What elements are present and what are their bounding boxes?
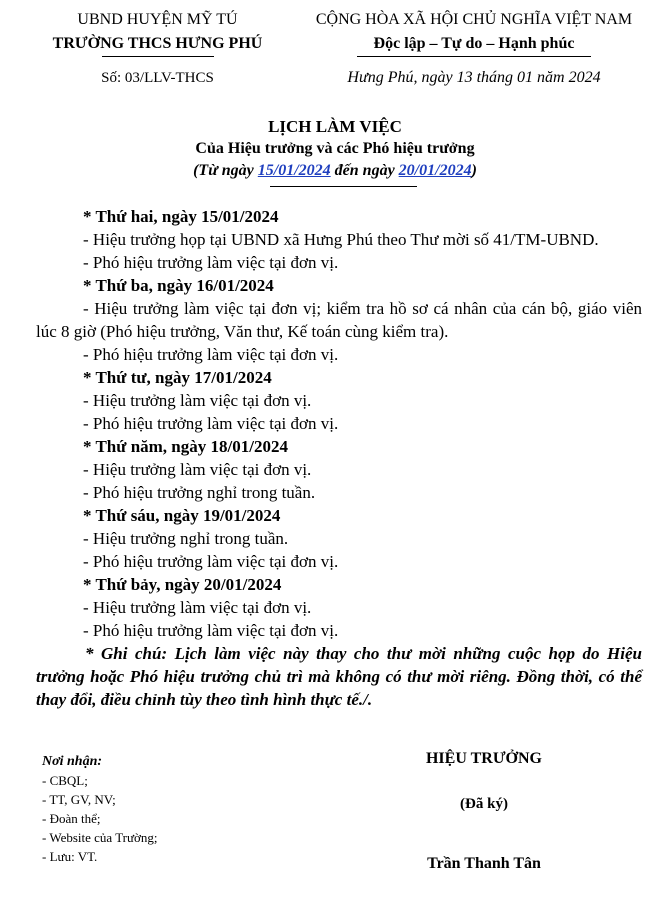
range-suffix: )	[471, 162, 477, 179]
issuer-school: TRƯỜNG THCS HƯNG PHÚ	[52, 35, 263, 52]
schedule-note: * Ghi chú: Lịch làm việc này thay cho thư mời những cuộc họp do Hiệu trưởng hoặc Phó hiệu trưởng chủ trì mà không có thư mời riêng. Đồng thời, có thể thay đổi, điều chỉnh tùy theo tình hình thực tế./.	[36, 644, 642, 709]
schedule-item: - Hiệu trưởng làm việc tại đơn vị.	[83, 391, 312, 410]
recipient-item: - Website của Trường;	[42, 830, 158, 845]
issuer-authority: UBND HUYỆN MỸ TÚ	[77, 11, 238, 28]
schedule-item: - Phó hiệu trưởng làm việc tại đơn vị.	[83, 345, 339, 364]
schedule-item: - Phó hiệu trưởng làm việc tại đơn vị.	[83, 621, 339, 640]
title-subtitle: Của Hiệu trưởng và các Phó hiệu trưởng	[195, 140, 475, 157]
recipient-item: - TT, GV, NV;	[42, 792, 116, 807]
recipient-item: - Lưu: VT.	[42, 849, 98, 864]
schedule-item: - Phó hiệu trưởng nghỉ trong tuần.	[83, 483, 316, 502]
recipients-heading: Nơi nhận:	[42, 754, 103, 769]
schedule-item: - Hiệu trưởng làm việc tại đơn vị.	[83, 598, 312, 617]
document-number: Số: 03/LLV-THCS	[101, 70, 214, 86]
schedule-item: - Phó hiệu trưởng làm việc tại đơn vị.	[83, 552, 339, 571]
signature-block	[384, 750, 584, 873]
schedule-body	[36, 205, 642, 711]
day-heading: * Thứ ba, ngày 16/01/2024	[83, 276, 274, 295]
schedule-item: - Hiệu trưởng làm việc tại đơn vị.	[83, 460, 312, 479]
schedule-item: - Phó hiệu trưởng làm việc tại đơn vị.	[83, 414, 339, 433]
nation-name: CỘNG HÒA XÃ HỘI CHỦ NGHĨA VIỆT NAM	[315, 11, 633, 28]
title-date-range	[0, 160, 670, 182]
range-prefix: (Từ ngày	[193, 162, 258, 179]
schedule-item: - Hiệu trưởng làm việc tại đơn vị; kiểm tra hồ sơ cá nhân của cán bộ, giáo viên lúc 8 giờ (Phó hiệu trưởng, Văn thư, Kế toán cùng kiểm tra).	[36, 299, 642, 341]
day-heading: * Thứ năm, ngày 18/01/2024	[83, 437, 288, 456]
title-underline	[270, 186, 417, 187]
recipient-item: - CBQL;	[42, 773, 88, 788]
schedule-item: - Hiệu trưởng họp tại UBND xã Hưng Phú theo Thư mời số 41/TM-UBND.	[83, 230, 599, 249]
schedule-item: - Phó hiệu trưởng làm việc tại đơn vị.	[83, 253, 339, 272]
national-header	[288, 8, 660, 90]
motto-underline	[357, 56, 591, 57]
document-title	[0, 116, 670, 187]
issuer-block	[30, 8, 285, 90]
day-heading: * Thứ bảy, ngày 20/01/2024	[83, 575, 282, 594]
signer-name: Trần Thanh Tân	[427, 855, 541, 872]
issuer-underline	[102, 56, 214, 57]
range-start-date: 15/01/2024	[257, 162, 331, 179]
day-heading: * Thứ tư, ngày 17/01/2024	[83, 368, 272, 387]
recipients-block	[42, 752, 158, 866]
national-motto: Độc lập – Tự do – Hạnh phúc	[373, 35, 575, 52]
day-heading: * Thứ sáu, ngày 19/01/2024	[83, 506, 281, 525]
title-main: LỊCH LÀM VIỆC	[268, 117, 402, 136]
range-end-date: 20/01/2024	[398, 162, 472, 179]
place-date: Hưng Phú, ngày 13 tháng 01 năm 2024	[347, 69, 601, 86]
day-heading: * Thứ hai, ngày 15/01/2024	[83, 207, 279, 226]
recipient-item: - Đoàn thể;	[42, 811, 101, 826]
signed-status: (Đã ký)	[460, 796, 508, 812]
signer-role: HIỆU TRƯỞNG	[425, 750, 542, 767]
schedule-item: - Hiệu trưởng nghỉ trong tuần.	[83, 529, 289, 548]
range-mid: đến ngày	[330, 162, 399, 179]
